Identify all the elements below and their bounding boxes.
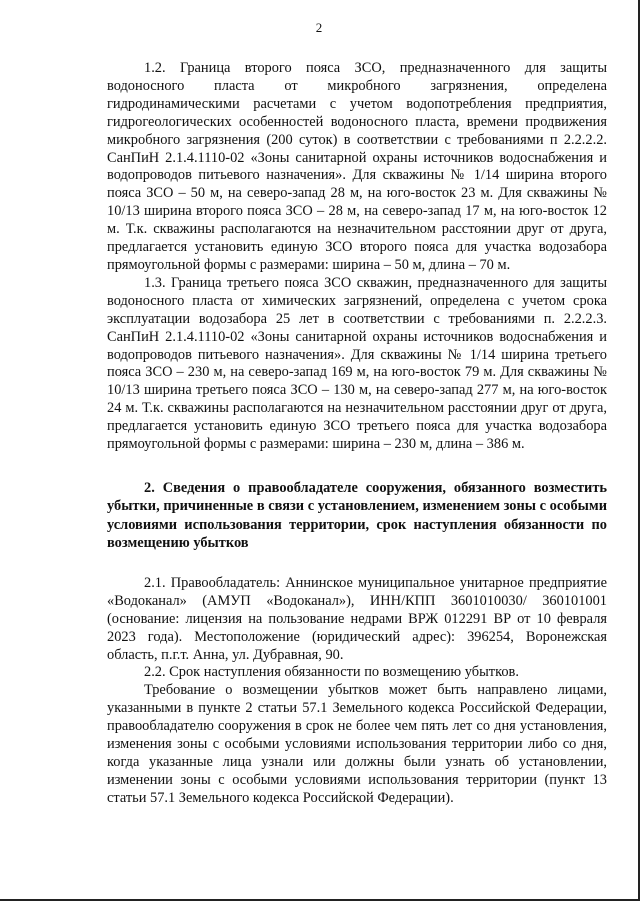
section-heading-2: 2. Сведения о правообладателе сооружения, обязанного возместить убытки, причиненные в связи с установлением, изменением зоны с особыми условиями использования территории, срок наступления обязанности по возмещению убытков [107,479,607,552]
document-body [107,60,607,808]
paragraph-2-2-body: Требование о возмещении убытков может быть направлено лицами, указанными в пункте 2 статьи 57.1 Земельного кодекса Российской Федерации, правообладателю сооружения в срок не более чем пять лет со дня установления, изменения зоны с особыми условиями использования территории либо со дня, когда указанные лица узнали или должны были узнать об установлении, изменении зоны с особыми условиями использования территории (пункт 13 статьи 57.1 Земельного кодекса Российской Федерации). [107,682,607,806]
paragraph-2-1: 2.1. Правообладатель: Аннинское муниципальное унитарное предприятие «Водоканал» (АМУП «Водоканал»), ИНН/КПП 3601010030/ 360101001 (основание: лицензия на пользование недрами ВРЖ 012291 ВР от 10 февраля 2023 года). Местоположение (юридический адрес): 396254, Воронежская область, п.г.т. Анна, ул. Дубравная, 90. [107,574,607,663]
paragraph-1-2: 1.2. Граница второго пояса ЗСО, предназначенного для защиты водоносного пласта от микробного загрязнения, определена гидродинамическими расчетами с учетом водопотребления предприятия, гидрогеологических особенностей водоносного пласта, времени продвижения микробного загрязнения (200 суток) в соответствии с требованиями п 2.2.2.2. СанПиН 2.1.4.1110-02 «Зоны санитарной охраны источников водоснабжения и водопроводов питьевого назначения». Для скважины № 1/14 ширина второго пояса ЗСО – 50 м, на северо-запад 28 м, на юго-восток 23 м. Для скважины № 10/13 ширина второго пояса ЗСО – 28 м, на северо-запад 17 м, на юго-восток 12 м. Т.к. скважины располагаются на незначительном расстоянии друг от друга, предлагается установить единую ЗСО второго пояса для участка водозабора прямоугольной формы с размерами: ширина – 50 м, длина – 70 м. [107,60,607,273]
paragraph-2-2: 2.2. Срок наступления обязанности по возмещению убытков. [144,664,519,681]
paragraph-1-3: 1.3. Граница третьего пояса ЗСО скважин, предназначенного для защиты водоносного пласта от химических загрязнений, определена с учетом срока эксплуатации водозабора 25 лет в соответствии с требованиями п. 2.2.2.3. СанПиН 2.1.4.1110-02 «Зоны санитарной охраны источников водоснабжения и водопроводов питьевого назначения». Для скважины № 1/14 ширина третьего пояса ЗСО – 230 м, на северо-запад 169 м, на юго-восток 79 м. Для скважины № 10/13 ширина третьего пояса ЗСО – 130 м, на северо-запад 277 м, на юго-восток 24 м. Т.к. скважины располагаются на незначительном расстоянии друг от друга, предлагается установить единую ЗСО третьего пояса для участка водозабора прямоугольной формы с размерами: ширина – 230 м, длина – 386 м. [107,274,607,453]
page-number: 2 [315,20,323,35]
